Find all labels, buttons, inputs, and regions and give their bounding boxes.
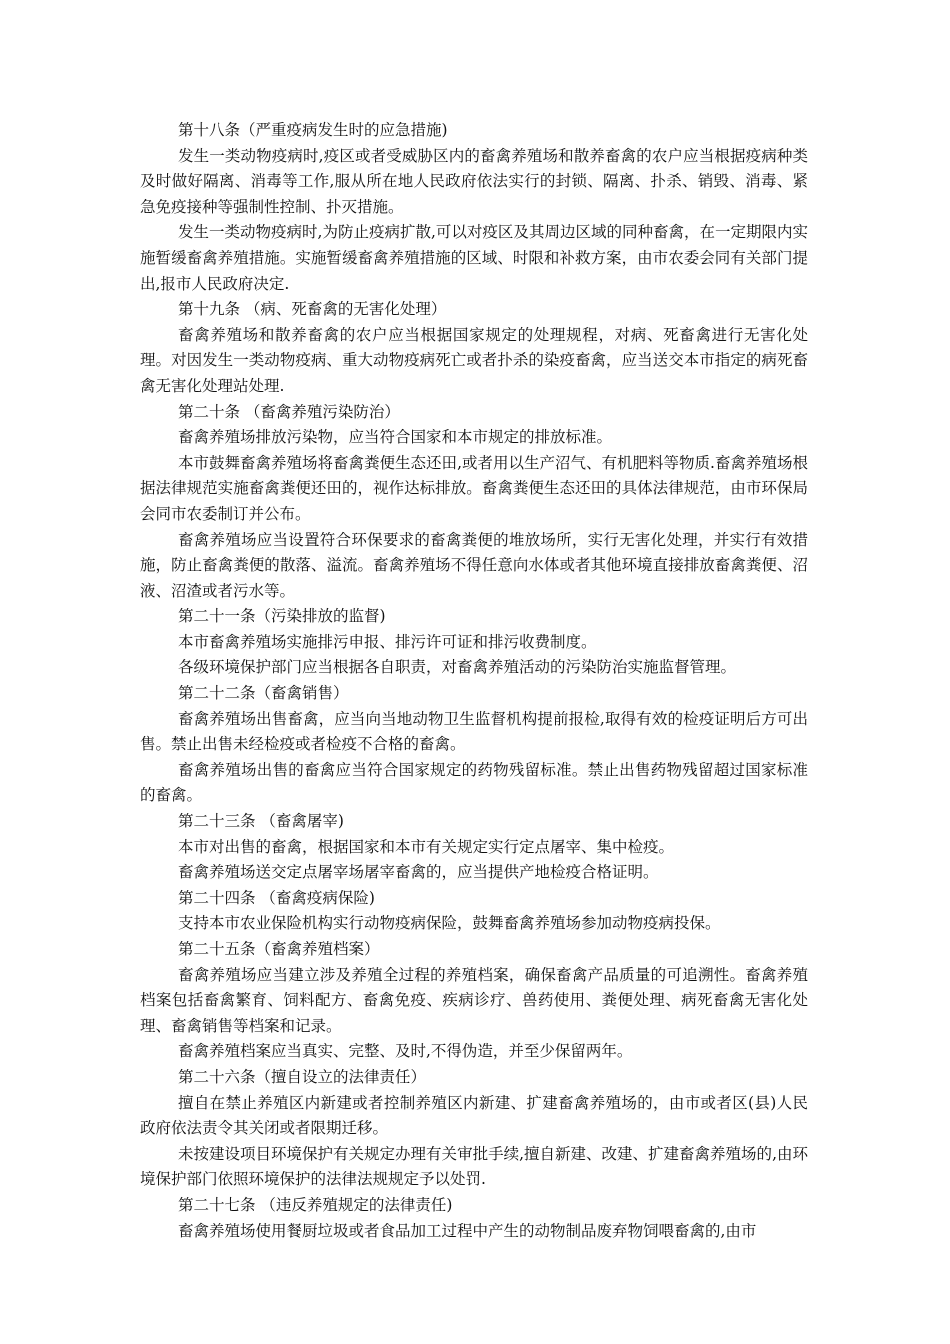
article-18-paragraph-2: 发生一类动物疫病时,为防止疫病扩散,可以对疫区及其周边区域的同种畜禽，在一定期限内实施暂缓畜禽养殖措施。实施暂缓畜禽养殖措施的区域、时限和补救方案，由市农委会同有关部门提出,报市人民政府决定.	[140, 223, 808, 293]
article-22-heading: 第二十二条（畜禽销售）	[178, 684, 349, 703]
article-21-paragraph-2: 各级环境保护部门应当根据各自职责，对畜禽养殖活动的污染防治实施监督管理。	[178, 658, 737, 677]
article-23-paragraph-2: 畜禽养殖场送交定点屠宰场屠宰畜禽的，应当提供产地检疫合格证明。	[178, 863, 659, 882]
article-26-heading: 第二十六条（擅自设立的法律责任）	[178, 1067, 427, 1086]
article-20-heading: 第二十条 （畜禽养殖污染防治）	[178, 402, 400, 421]
article-25-heading: 第二十五条（畜禽养殖档案）	[178, 940, 380, 958]
article-23-heading: 第二十三条 （畜禽屠宰)	[178, 812, 344, 831]
article-24-heading: 第二十四条 （畜禽疫病保险)	[178, 888, 375, 907]
document-page	[140, 118, 808, 1244]
article-20-paragraph-2: 本市鼓舞畜禽养殖场将畜禽粪便生态还田,或者用以生产沼气、有机肥料等物质.畜禽养殖场根据法律规范实施畜禽粪便还田的，视作达标排放。畜禽粪便生态还田的具体法律规范，由市环保局会同市农委制订并公布。	[140, 453, 808, 523]
article-22-paragraph-2: 畜禽养殖场出售的畜禽应当符合国家规定的药物残留标准。禁止出售药物残留超过国家标准的畜禽。	[140, 760, 808, 805]
article-22-paragraph-1: 畜禽养殖场出售畜禽，应当向当地动物卫生监督机构提前报检,取得有效的检疫证明后方可出售。禁止出售未经检疫或者检疫不合格的畜禽。	[140, 709, 808, 754]
article-21-paragraph-1: 本市畜禽养殖场实施排污申报、排污许可证和排污收费制度。	[178, 632, 597, 651]
article-27-heading: 第二十七条 （违反养殖规定的法律责任)	[178, 1195, 453, 1214]
article-27-paragraph-1: 畜禽养殖场使用餐厨垃圾或者食品加工过程中产生的动物制品废弃物饲喂畜禽的,由市	[178, 1221, 757, 1240]
article-20-paragraph-3: 畜禽养殖场应当设置符合环保要求的畜禽粪便的堆放场所，实行无害化处理，并实行有效措施，防止畜禽粪便的散落、溢流。畜禽养殖场不得任意向水体或者其他环境直接排放畜禽粪便、沼液、沼渣或者污水等。	[140, 530, 808, 600]
article-20-paragraph-1: 畜禽养殖场排放污染物，应当符合国家和本市规定的排放标准。	[178, 428, 613, 447]
article-23-paragraph-1: 本市对出售的畜禽，根据国家和本市有关规定实行定点屠宰、集中检疫。	[178, 837, 675, 856]
article-26-paragraph-2: 未按建设项目环境保护有关规定办理有关审批手续,擅自新建、改建、扩建畜禽养殖场的,由环境保护部门依照环境保护的法律法规规定予以处罚.	[140, 1144, 808, 1189]
article-18-heading: 第十八条（严重疫病发生时的应急措施)	[178, 121, 448, 139]
article-19-heading: 第十九条 （病、死畜禽的无害化处理）	[178, 300, 447, 319]
article-26-paragraph-1: 擅自在禁止养殖区内新建或者控制养殖区内新建、扩建畜禽养殖场的，由市或者区(县)人民政府依法责令其关闭或者限期迁移。	[140, 1093, 808, 1138]
article-18-paragraph-1: 发生一类动物疫病时,疫区或者受威胁区内的畜禽养殖场和散养畜禽的农户应当根据疫病种类及时做好隔离、消毒等工作,服从所在地人民政府依法实行的封锁、隔离、扑杀、销毁、消毒、紧急免疫接种等强制性控制、扑灭措施。	[140, 146, 808, 216]
article-19-paragraph-1: 畜禽养殖场和散养畜禽的农户应当根据国家规定的处理规程，对病、死畜禽进行无害化处理。对因发生一类动物疫病、重大动物疫病死亡或者扑杀的染疫畜禽，应当送交本市指定的病死畜禽无害化处理站处理.	[140, 325, 808, 395]
article-21-heading: 第二十一条（污染排放的监督)	[178, 607, 386, 626]
article-24-paragraph-1: 支持本市农业保险机构实行动物疫病保险，鼓舞畜禽养殖场参加动物疫病投保。	[178, 914, 721, 933]
article-25-paragraph-1: 畜禽养殖场应当建立涉及养殖全过程的养殖档案，确保畜禽产品质量的可追溯性。畜禽养殖档案包括畜禽繁育、饲料配方、畜禽免疫、疾病诊疗、兽药使用、粪便处理、病死畜禽无害化处理、畜禽销售等档案和记录。	[140, 965, 808, 1035]
article-25-paragraph-2: 畜禽养殖档案应当真实、完整、及时,不得伪造，并至少保留两年。	[178, 1042, 633, 1061]
